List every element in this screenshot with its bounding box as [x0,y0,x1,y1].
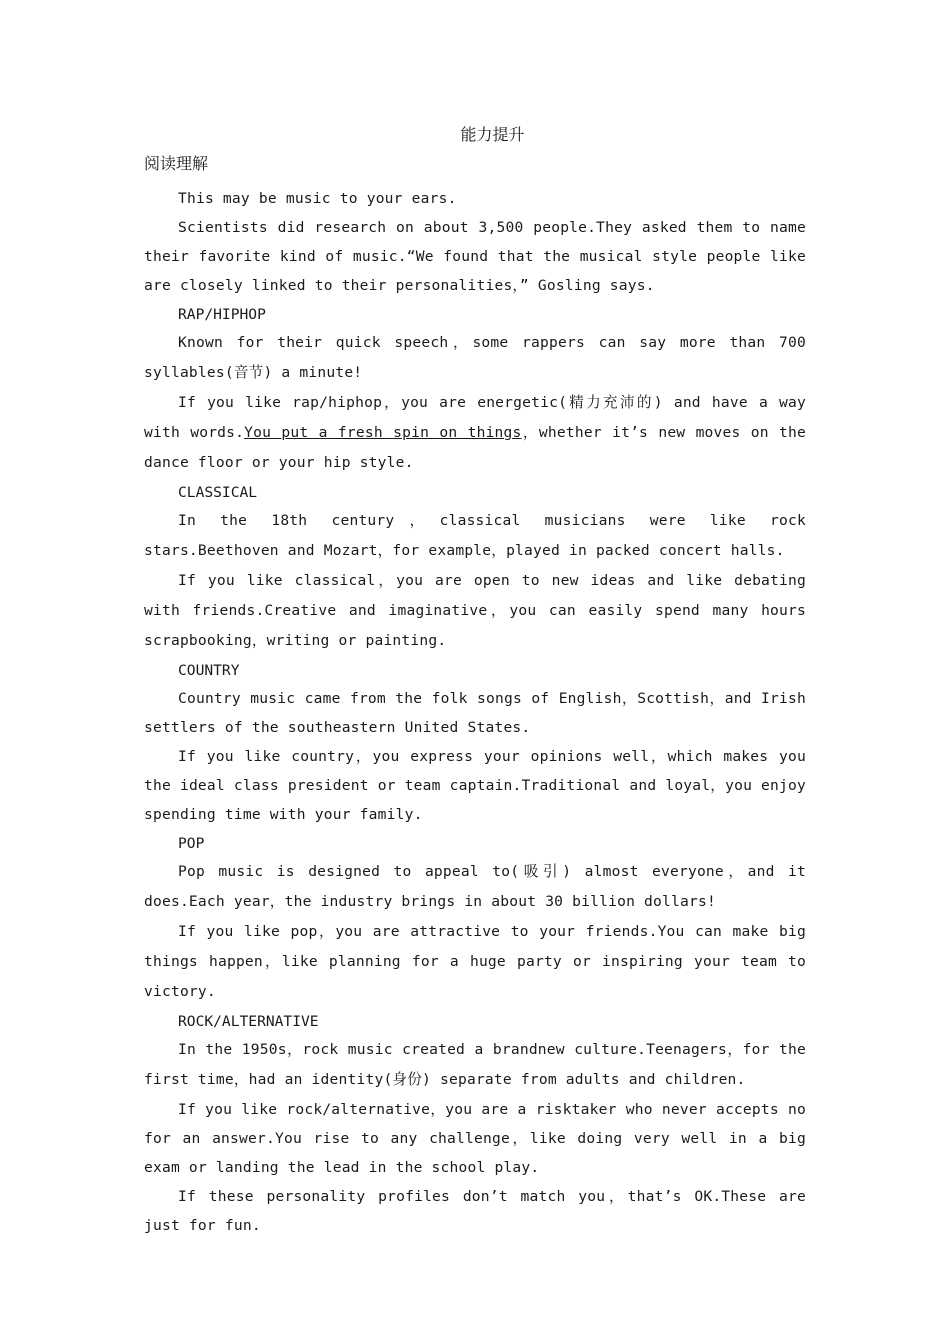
rap-paragraph-2-start: If you like rap/hiphop，you are energetic(精力充沛的) and have a way with words. [144,394,806,441]
heading-classical: CLASSICAL [178,484,258,501]
rock-paragraph-2: If you like rock/alternative，you are a risktaker who never accepts no for an answer.You rise to any challenge，like doing very well in a big exam or landing the lead in the school play. [144,1101,806,1176]
intro-paragraph-1: This may be music to your ears. [178,190,457,207]
heading-pop: POP [178,835,205,852]
heading-country: COUNTRY [178,662,240,679]
heading-rap-hiphop: RAP/HIPHOP [178,306,266,323]
reading-passage [144,152,806,1240]
heading-rock-alternative: ROCK/ALTERNATIVE [178,1013,319,1030]
rap-paragraph-2-end: ，whether it’s new moves on the dance floor or your hip style. [144,424,806,471]
rap-paragraph-2 [144,388,806,478]
country-paragraph-1: Country music came from the folk songs of English，Scottish，and Irish settlers of the southeastern United States. [144,690,806,736]
rap-paragraph-1: Known for their quick speech，some rappers can say more than 700 syllables(音节) a minute! [144,334,806,381]
section-label: 阅读理解 [144,154,209,173]
page-title: 能力提升 [460,125,525,144]
closing-paragraph: If these personality profiles don’t match you，that’s OK.These are just for fun. [144,1188,806,1234]
classical-paragraph-2: If you like classical，you are open to new ideas and like debating with friends.Creative and imaginative，you can easily spend many hours scrapbooking，writing or painting. [144,572,806,649]
pop-paragraph-1: Pop music is designed to appeal to(吸引) almost everyone，and it does.Each year，the industry brings in about 30 billion dollars! [144,863,806,910]
underlined-phrase: You put a fresh spin on things [244,424,522,441]
country-paragraph-2: If you like country，you express your opinions well，which makes you the ideal class president or team captain.Traditional and loyal，you enjoy spending time with your family. [144,748,806,823]
pop-paragraph-2: If you like pop，you are attractive to your friends.You can make big things happen，like planning for a huge party or inspiring your team to victory. [144,923,806,1000]
intro-paragraph-2: Scientists did research on about 3,500 people.They asked them to name their favorite kind of music.“We found that the musical style people like are closely linked to their personalities，” Gosling says. [144,219,806,294]
classical-paragraph-1: In the 18th century，classical musicians were like rock stars.Beethoven and Mozart，for example，played in packed concert halls. [144,512,806,559]
rock-paragraph-1: In the 1950s，rock music created a brandnew culture.Teenagers，for the first time，had an identity(身份) separate from adults and children. [144,1041,806,1088]
